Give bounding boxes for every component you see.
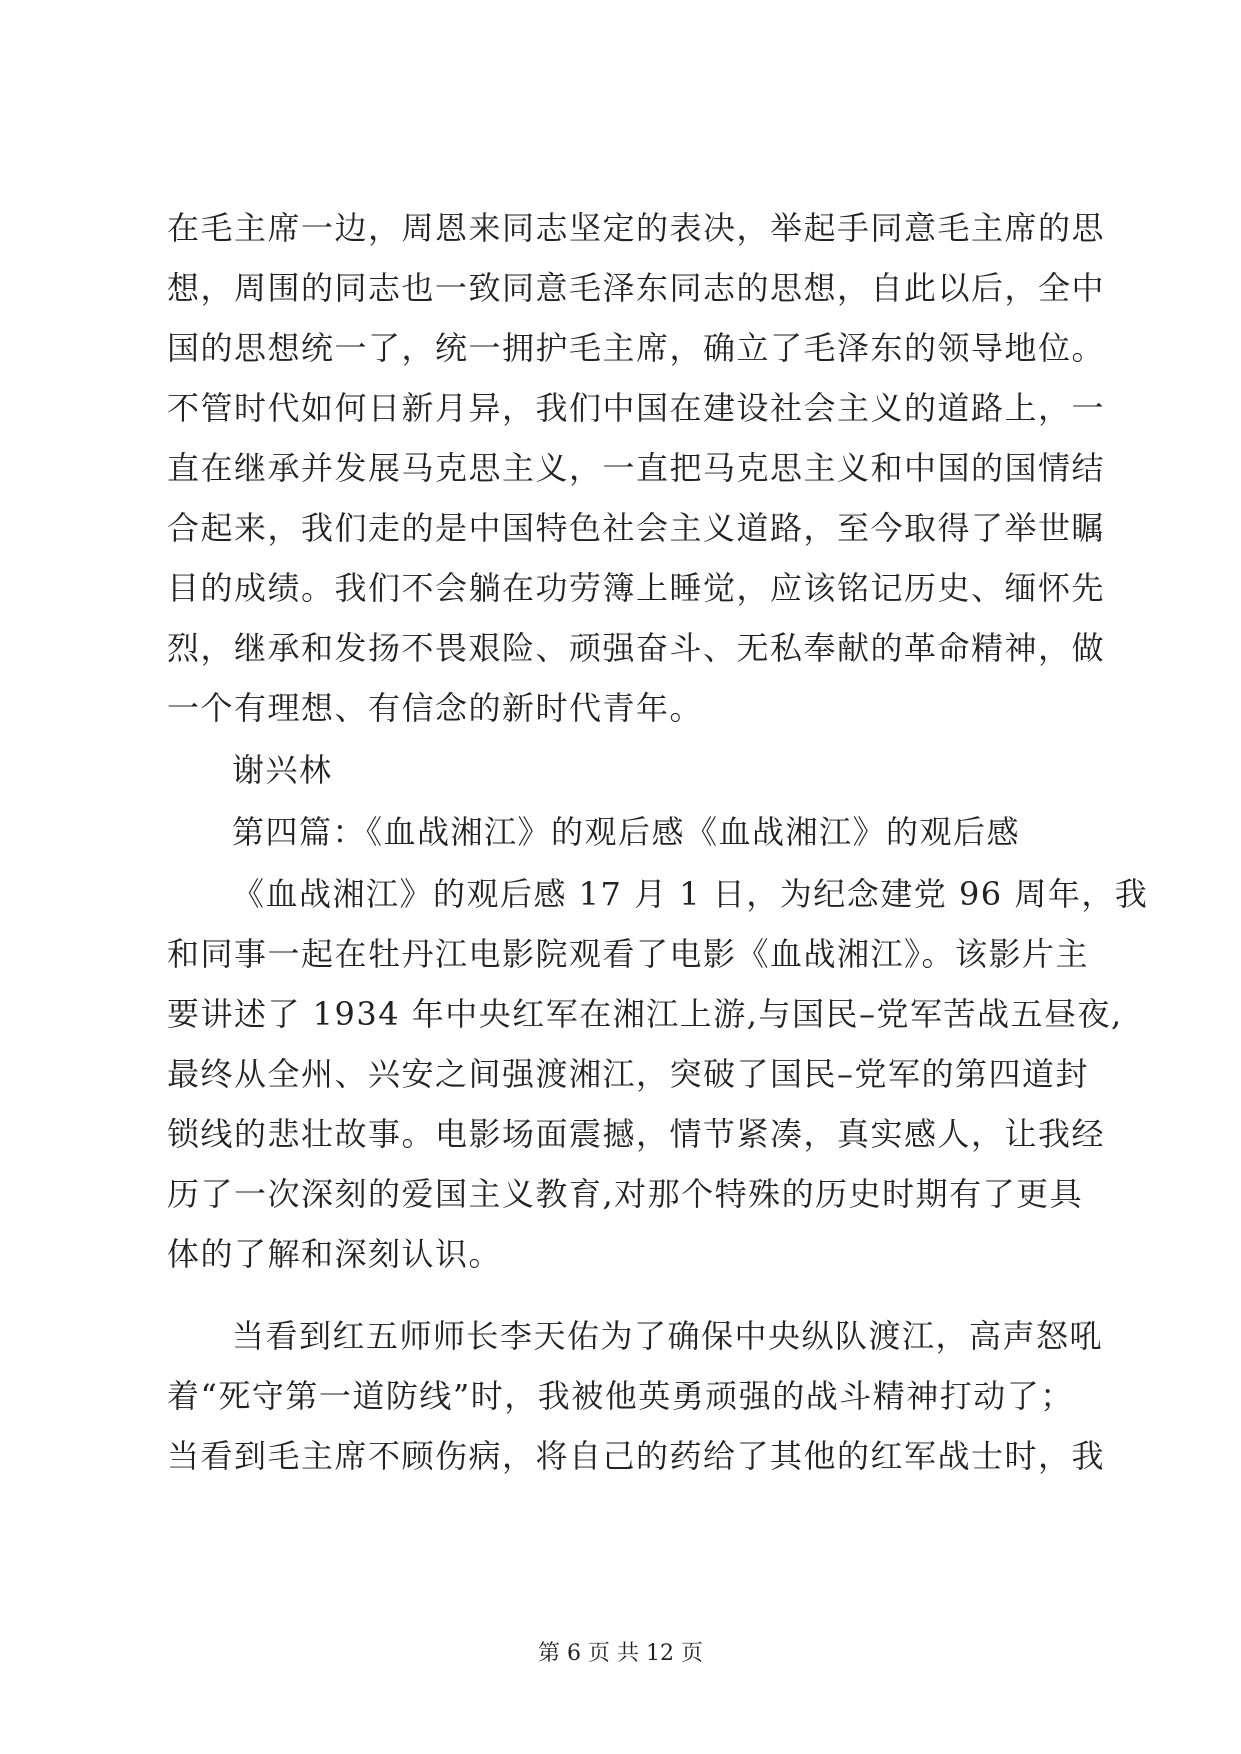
text-line: 《血战湘江》的观后感 17 月 1 日，为纪念建党 96 周年，我 xyxy=(232,875,1149,913)
author-name: 谢兴林 xyxy=(232,751,333,789)
text-line: 体的了解和深刻认识。 xyxy=(167,1235,503,1273)
text-line: 烈，继承和发扬不畏艰险、顽强奋斗、无私奉献的革命精神，做 xyxy=(167,629,1106,667)
page-number: 第 6 页 共 12 页 xyxy=(538,1641,703,1666)
section-heading: 第四篇：《血战湘江》的观后感《血战湘江》的观后感 xyxy=(232,813,1021,851)
text-line: 着“死守第一道防线”时，我被他英勇顽强的战斗精神打动了； xyxy=(167,1377,1074,1415)
text-line: 不管时代如何日新月异，我们中国在建设社会主义的道路上，一 xyxy=(167,389,1106,427)
text-line: 最终从全州、兴安之间强渡湘江，突破了国民–党军的第四道封 xyxy=(167,1055,1090,1093)
text-line: 想，周围的同志也一致同意毛泽东同志的思想，自此以后，全中 xyxy=(167,269,1106,307)
text-line: 直在继承并发展马克思主义，一直把马克思主义和中国的国情结 xyxy=(167,449,1106,487)
text-line: 要讲述了 1934 年中央红军在湘江上游,与国民–党军苦战五昼夜, xyxy=(167,995,1123,1033)
text-line: 历了一次深刻的爱国主义教育,对那个特殊的历史时期有了更具 xyxy=(167,1175,1084,1213)
text-line: 当看到红五师师长李天佑为了确保中央纵队渡江，高声怒吼 xyxy=(232,1317,1104,1355)
text-line: 在毛主席一边，周恩来同志坚定的表决，举起手同意毛主席的思 xyxy=(167,209,1106,247)
text-line: 一个有理想、有信念的新时代青年。 xyxy=(167,689,704,727)
text-line: 和同事一起在牡丹江电影院观看了电影《血战湘江》。该影片主 xyxy=(167,935,1090,973)
text-line: 国的思想统一了，统一拥护毛主席，确立了毛泽东的领导地位。 xyxy=(167,329,1106,367)
text-line: 当看到毛主席不顾伤病，将自己的药给了其他的红军战士时，我 xyxy=(167,1437,1106,1475)
text-line: 合起来，我们走的是中国特色社会主义道路，至今取得了举世瞩 xyxy=(167,509,1106,547)
text-line: 目的成绩。我们不会躺在功劳簿上睡觉，应该铭记历史、缅怀先 xyxy=(167,569,1106,607)
text-line: 锁线的悲壮故事。电影场面震撼，情节紧凑，真实感人，让我经 xyxy=(167,1115,1106,1153)
